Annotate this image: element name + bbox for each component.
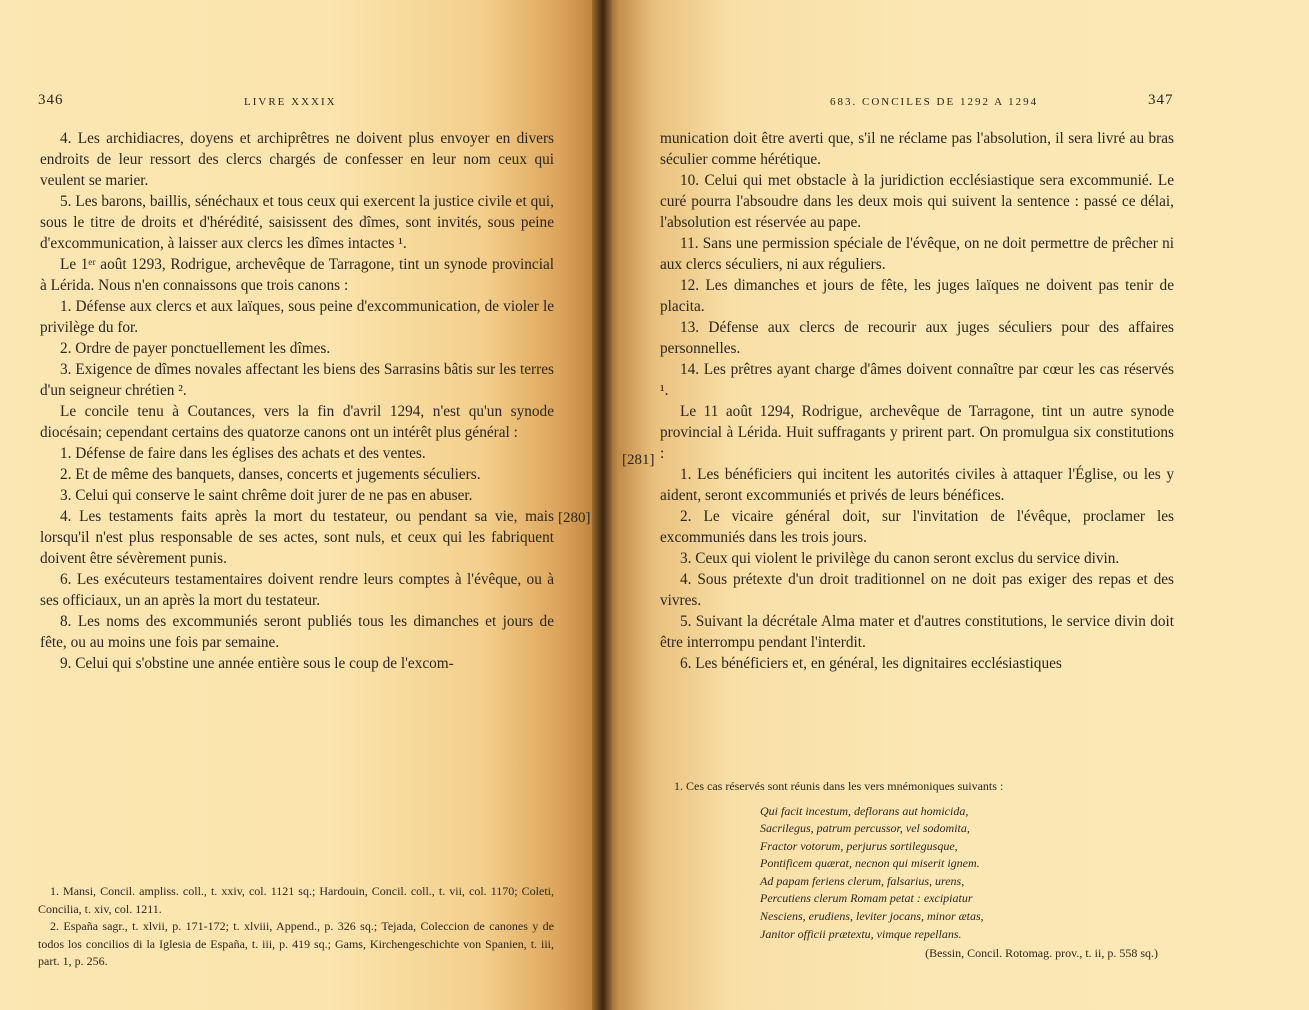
- paragraph: 1. Défense de faire dans les églises des achats et des ventes.: [60, 445, 426, 462]
- paragraph: 5. Suivant la décrétale Alma mater et d'autres constitutions, le service divin doit être interrompu pendant l'interdit.: [660, 613, 1174, 651]
- paragraph: 13. Défense aux clercs de recourir aux juges séculiers pour des affaires personnelles.: [660, 319, 1174, 357]
- left-body-text: [40, 128, 554, 674]
- paragraph: 11. Sans une permission spéciale de l'évêque, on ne doit permettre de prêcher ni aux clercs séculiers, ni aux réguliers.: [660, 235, 1174, 273]
- paragraph: 8. Les noms des excommuniés seront publiés tous les dimanches et jours de fête, ou au moins une fois par semaine.: [40, 613, 554, 651]
- paragraph: Le 11 août 1294, Rodrigue, archevêque de Tarragone, tint un autre synode provincial à Lérida. Huit suffragants y prirent part. On promulgua six constitutions :: [660, 403, 1174, 462]
- right-page: [604, 0, 1309, 1010]
- verse-line: Percutiens clerum Romam petat : excipiatur: [760, 891, 973, 906]
- verse-line: Sacrilegus, patrum percussor, vel sodomita,: [760, 821, 970, 836]
- paragraph: 10. Celui qui met obstacle à la juridiction ecclésiastique sera excommunié. Le curé pourra l'absoudre dans les deux mois qui suivent la sentence : passé ce délai, l'absolution est réservée au pape.: [660, 172, 1174, 231]
- paragraph: 3. Ceux qui violent le privilège du canon seront exclus du service divin.: [680, 550, 1120, 567]
- verse-line: Pontificem quærat, necnon qui miserit ignem.: [760, 856, 980, 871]
- paragraph: 6. Les bénéficiers et, en général, les dignitaires ecclésiastiques: [680, 655, 1062, 672]
- paragraph: 2. Le vicaire général doit, sur l'invitation de l'évêque, proclamer les excommuniés dans les trois jours.: [660, 508, 1174, 546]
- paragraph: 4. Sous prétexte d'un droit traditionnel on ne doit pas exiger des repas et des vivres.: [660, 571, 1174, 609]
- paragraph: 9. Celui qui s'obstine une année entière sous le coup de l'excom-: [60, 655, 454, 672]
- paragraph: 14. Les prêtres ayant charge d'âmes doivent connaître par cœur les cas réservés ¹.: [660, 361, 1174, 399]
- footnote: 1. Mansi, Concil. ampliss. coll., t. xxiv, col. 1121 sq.; Hardouin, Concil. coll., t. vii, col. 1170; Coleti, Concilia, t. xiv, col. 1211.: [38, 884, 554, 916]
- left-page-number: 346: [38, 92, 64, 108]
- right-page-number: 347: [1148, 92, 1174, 108]
- right-body-text: [660, 128, 1174, 674]
- paragraph: 2. Ordre de payer ponctuellement les dîmes.: [60, 340, 331, 357]
- left-running-head: LIVRE XXXIX: [244, 96, 337, 108]
- paragraph: 3. Exigence de dîmes novales affectant les biens des Sarrasins bâtis sur les terres d'un seigneur chrétien ².: [40, 361, 554, 399]
- mnemonic-verse: [760, 803, 1174, 944]
- paragraph: 12. Les dimanches et jours de fête, les juges laïques ne doivent pas tenir de placita.: [660, 277, 1174, 315]
- verse-line: Fractor votorum, perjurus sortilegusque,: [760, 838, 958, 853]
- paragraph: munication doit être averti que, s'il ne réclame pas l'absolution, il sera livré au bras séculier comme hérétique.: [660, 130, 1174, 168]
- paragraph: 2. Et de même des banquets, danses, concerts et jugements séculiers.: [60, 466, 481, 483]
- left-footnotes: [38, 883, 554, 971]
- book-gutter: [592, 0, 612, 1010]
- verse-citation: (Bessin, Concil. Rotomag. prov., t. ii, p. 558 sq.): [925, 946, 1158, 961]
- paragraph: 6. Les exécuteurs testamentaires doivent rendre leurs comptes à l'évêque, ou à ses officiaux, un an après la mort du testateur.: [40, 571, 554, 609]
- left-page: [0, 0, 604, 1010]
- right-footnotes: [674, 778, 1174, 963]
- paragraph: 4. Les testaments faits après la mort du testateur, ou pendant sa vie, mais lorsqu'il n'est plus responsable de ses actes, sont nuls, et ceux qui les fabriquent doivent être sévèrement punis.: [40, 508, 554, 567]
- footnote-intro: 1. Ces cas réservés sont réunis dans les vers mnémoniques suivants :: [674, 779, 1004, 793]
- verse-line: Janitor officii prætextu, vimque repellans.: [760, 926, 962, 941]
- verse-line: Nesciens, erudiens, leviter jocans, minor ætas,: [760, 909, 984, 924]
- paragraph: 4. Les archidiacres, doyens et archiprêtres ne doivent plus envoyer en divers endroits de leur ressort des clercs chargés de confesser en leur nom ceux qui veulent se marier.: [40, 130, 554, 189]
- verse-line: Ad papam feriens clerum, falsarius, urens,: [760, 873, 965, 888]
- paragraph: Le concile tenu à Coutances, vers la fin d'avril 1294, n'est qu'un synode diocésain; cependant certains des quatorze canons ont un intérêt plus général :: [40, 403, 554, 441]
- paragraph: 1. Les bénéficiers qui incitent les autorités civiles à attaquer l'Église, ou les y aident, seront excommuniés et privés de leurs bénéfices.: [660, 466, 1174, 504]
- paragraph: 5. Les barons, baillis, sénéchaux et tous ceux qui exercent la justice civile et qui, sous le titre de droits et d'hérédité, saisissent des dîmes, sont invités, sous peine d'excommunication, à laisser aux clercs les dîmes intactes ¹.: [40, 193, 554, 252]
- margin-page-ref: [281]: [622, 452, 655, 468]
- footnote: 2. España sagr., t. xlvii, p. 171-172; t. xlviii, Append., p. 326 sq.; Tejada, Coleccion de canones y de todos los concilios di la Iglesia de España, t. iii, p. 419 sq.; Gams, Kirchengeschichte von Spanien, t. iii, part. 1, p. 256.: [38, 919, 554, 968]
- paragraph: 3. Celui qui conserve le saint chrême doit jurer de ne pas en abuser.: [60, 487, 473, 504]
- verse-line: Qui facit incestum, deflorans aut homicida,: [760, 803, 969, 818]
- paragraph: Le 1ᵉʳ août 1293, Rodrigue, archevêque de Tarragone, tint un synode provincial à Lérida. Nous n'en connaissons que trois canons :: [40, 256, 554, 294]
- margin-page-ref: [280]: [558, 510, 591, 526]
- paragraph: 1. Défense aux clercs et aux laïques, sous peine d'excommunication, de violer le privilège du for.: [40, 298, 554, 336]
- right-running-head: 683. CONCILES DE 1292 A 1294: [830, 96, 1039, 108]
